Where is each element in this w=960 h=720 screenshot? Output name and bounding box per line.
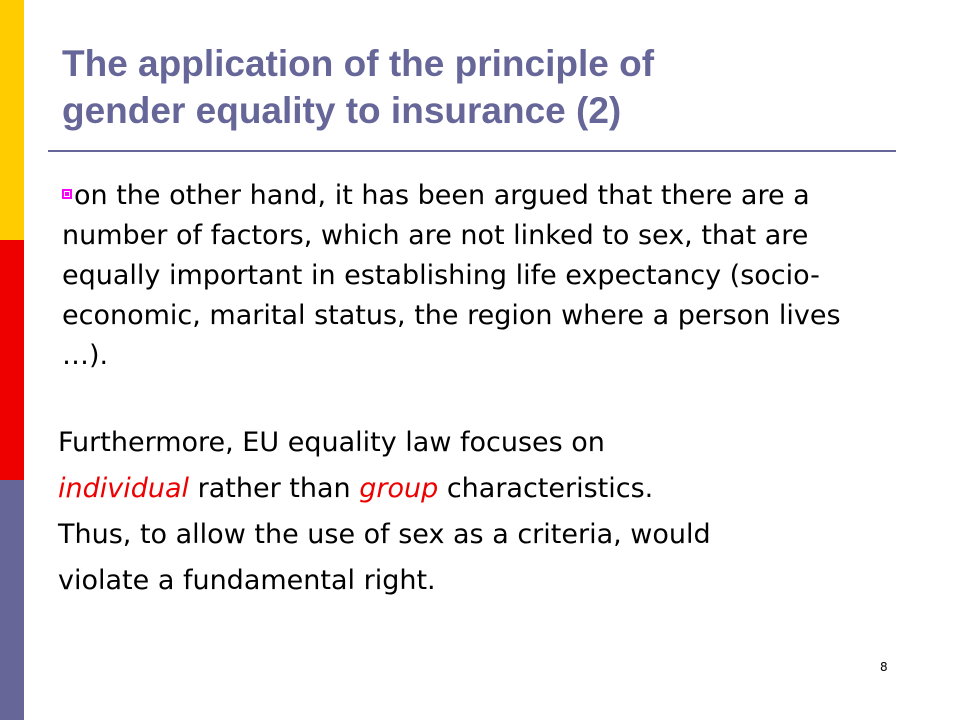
slide-title <box>62 40 922 134</box>
emphasis-group: group <box>359 473 439 504</box>
emphasis-individual: individual <box>58 473 190 504</box>
paragraph-line2-mid: rather than <box>189 473 360 504</box>
paragraph-line1: Furthermore, EU equality law focuses on <box>58 427 605 458</box>
slide-title-line2: gender equality to insurance (2) <box>62 90 622 131</box>
body-paragraph <box>58 420 898 604</box>
square-bullet-icon <box>62 189 72 199</box>
bullet-text: on the other hand, it has been argued that there are a number of factors, which are not linked to sex, that are equally important in establishing life expectancy (socio-economic, marital status, the region where a person lives …). <box>62 180 841 371</box>
accent-bar-blue <box>0 480 24 720</box>
bullet-item <box>62 176 882 376</box>
accent-bar-yellow <box>0 0 24 240</box>
paragraph-line4: violate a fundamental right. <box>58 565 436 596</box>
page-number: 8 <box>880 660 888 674</box>
paragraph-line2 <box>58 466 898 512</box>
slide-title-line1: The application of the principle of <box>62 43 655 84</box>
paragraph-line2-end: characteristics. <box>438 473 654 504</box>
paragraph-line3: Thus, to allow the use of sex as a criteria, would <box>58 519 711 550</box>
accent-bar-red <box>0 240 24 480</box>
title-divider <box>48 150 896 152</box>
